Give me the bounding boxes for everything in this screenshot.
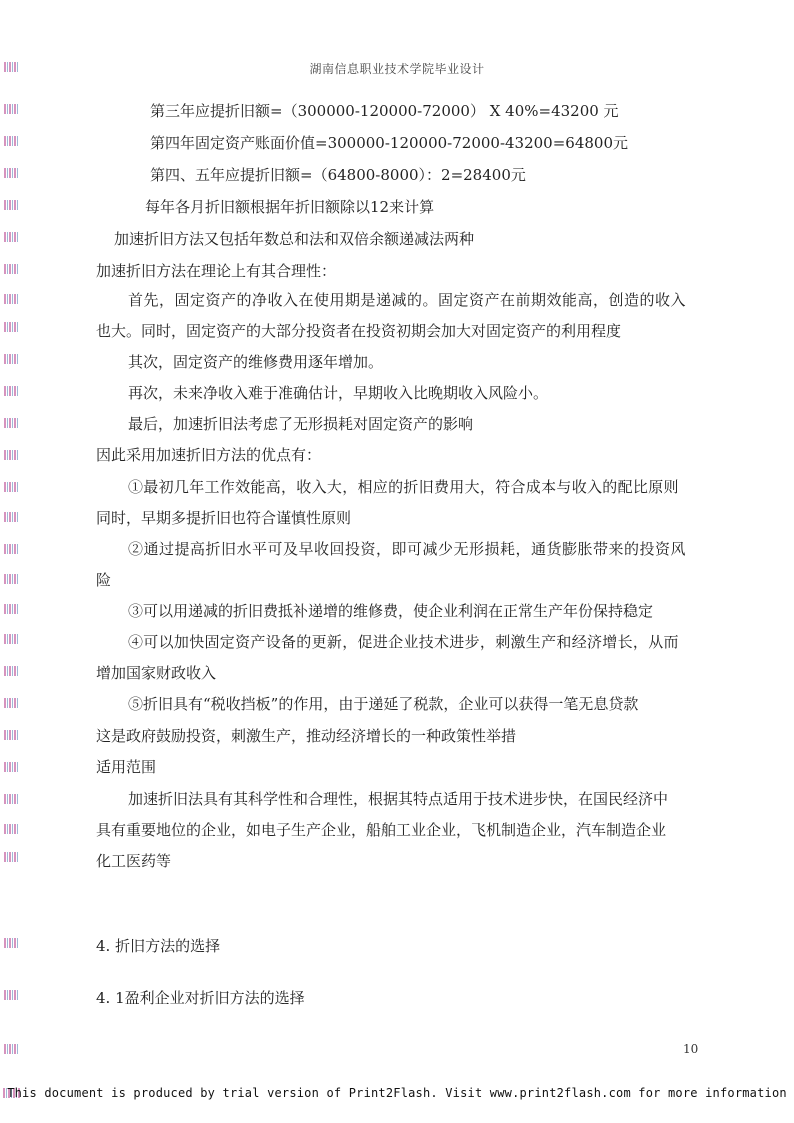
margin-artifact — [4, 450, 18, 460]
text-line: 第三年应提折旧额=（300000-120000-72000） X 40%=43200 元 — [150, 102, 619, 120]
margin-artifact — [4, 794, 18, 804]
margin-artifact — [4, 482, 18, 492]
text-line: 险 — [96, 571, 112, 589]
text-line: 这是政府鼓励投资，刺激生产，推动经济增长的一种政策性举措 — [96, 727, 517, 745]
margin-artifact — [4, 322, 18, 332]
text-line: 其次，固定资产的维修费用逐年增加。 — [128, 353, 384, 371]
margin-artifact — [4, 512, 18, 522]
margin-artifact — [4, 604, 18, 614]
margin-artifact — [4, 544, 18, 554]
margin-artifact — [4, 938, 18, 948]
text-line: 因此采用加速折旧方法的优点有： — [96, 446, 322, 464]
margin-artifact — [4, 264, 18, 274]
text-line: 加速折旧法具有其科学性和合理性，根据其特点适用于技术进步快，在国民经济中 — [128, 790, 669, 808]
margin-artifact — [4, 168, 18, 178]
text-line: 再次，未来净收入难于准确估计，早期收入比晚期收入风险小。 — [128, 384, 549, 402]
margin-artifact — [4, 730, 18, 740]
margin-artifact — [4, 634, 18, 644]
margin-artifact — [4, 232, 18, 242]
page-number: 10 — [683, 1042, 699, 1056]
text-line: ④可以加快固定资产设备的更新，促进企业技术进步，刺激生产和经济增长，从而 — [128, 633, 679, 651]
text-line: 最后，加速折旧法考虑了无形损耗对固定资产的影响 — [128, 415, 474, 433]
margin-artifact — [4, 666, 18, 676]
text-line: 也大。同时，固定资产的大部分投资者在投资初期会加大对固定资产的利用程度 — [96, 322, 622, 340]
margin-artifact — [4, 762, 18, 772]
margin-artifact — [4, 136, 18, 146]
text-line: 同时，早期多提折旧也符合谨慎性原则 — [96, 509, 352, 527]
trial-watermark: This document is produced by trial version of Print2Flash. Visit www.print2flash.com for more information — [7, 1086, 787, 1100]
subsection-heading: 4. 1盈利企业对折旧方法的选择 — [96, 989, 305, 1007]
text-line: ⑤折旧具有“税收挡板”的作用，由于递延了税款，企业可以获得一笔无息贷款 — [128, 695, 639, 713]
text-line: 具有重要地位的企业，如电子生产企业，船舶工业企业，飞机制造企业，汽车制造企业 — [96, 821, 667, 839]
margin-artifact — [4, 1044, 18, 1054]
text-line: 增加国家财政收入 — [96, 664, 217, 682]
margin-artifact — [4, 354, 18, 364]
text-line: 第四、五年应提折旧额=（64800-8000）：2=28400元 — [150, 166, 526, 184]
text-line: ①最初几年工作效能高，收入大，相应的折旧费用大，符合成本与收入的配比原则 — [128, 478, 679, 496]
margin-artifact — [4, 200, 18, 210]
margin-artifact — [4, 62, 18, 72]
margin-artifact — [4, 698, 18, 708]
text-line: 每年各月折旧额根据年折旧额除以12来计算 — [145, 198, 435, 216]
section-heading: 4. 折旧方法的选择 — [96, 937, 221, 955]
margin-artifacts — [4, 0, 20, 1123]
text-line: ②通过提高折旧水平可及早收回投资，即可减少无形损耗，通货膨胀带来的投资风 — [128, 540, 687, 558]
margin-artifact — [4, 574, 18, 584]
text-line: ③可以用递减的折旧费抵补递增的维修费，使企业利润在正常生产年份保持稳定 — [128, 602, 654, 620]
margin-artifact — [4, 418, 18, 428]
margin-artifact — [4, 824, 18, 834]
text-line: 首先，固定资产的净收入在使用期是递减的。固定资产在前期效能高，创造的收入 — [128, 291, 687, 309]
text-line: 加速折旧方法又包括年数总和法和双倍余额递减法两种 — [114, 230, 475, 248]
text-line: 第四年固定资产账面价值=300000-120000-72000-43200=64800元 — [150, 134, 629, 152]
margin-artifact — [4, 852, 18, 862]
page-header: 湖南信息职业技术学院毕业设计 — [309, 62, 485, 76]
margin-artifact — [4, 104, 18, 114]
text-line: 适用范围 — [96, 758, 157, 776]
text-line: 化工医药等 — [96, 852, 172, 870]
margin-artifact — [4, 294, 18, 304]
margin-artifact — [4, 386, 18, 396]
margin-artifact — [4, 990, 18, 1000]
text-line: 加速折旧方法在理论上有其合理性： — [96, 262, 337, 280]
